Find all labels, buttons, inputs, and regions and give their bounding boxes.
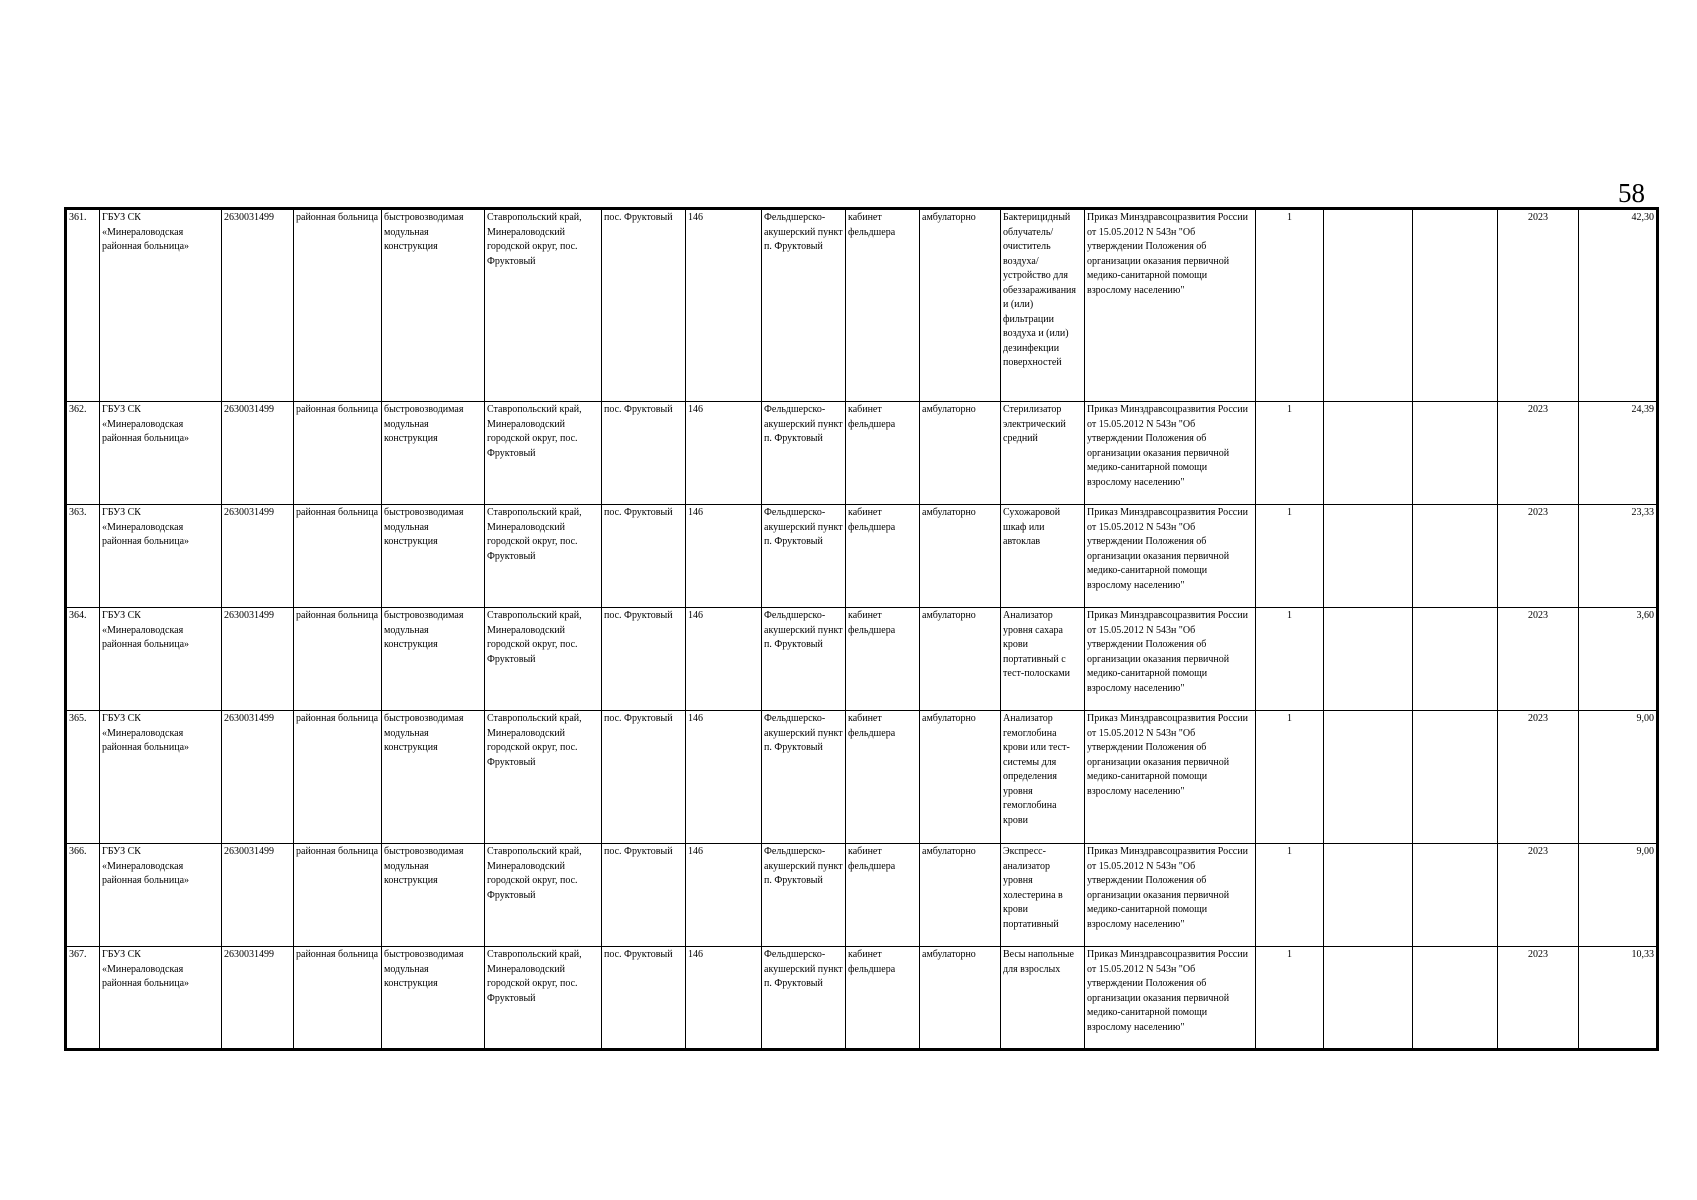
quantity-cell [1256,711,1324,844]
regulation-order-cell [1085,844,1256,947]
quantity-cell [1256,209,1324,402]
price: 9,00 [1636,713,1654,724]
inn-code-cell [222,844,294,947]
year-cell [1498,844,1579,947]
row-number: 361. [69,212,87,223]
medical-unit-cell [762,711,846,844]
row-number-cell [66,947,100,1050]
address-cell [485,505,602,608]
equipment-name-cell [1001,505,1085,608]
regulation-order-cell [1085,711,1256,844]
room-cell [846,209,920,402]
building-type: быстровозводимая модульная конструкция [384,713,464,753]
year: 2023 [1528,212,1548,223]
building-type: быстровозводимая модульная конструкция [384,212,464,252]
settlement: пос. Фруктовый [604,846,673,857]
room-cell [846,608,920,711]
inn-code: 2630031499 [224,610,274,621]
care-form-cell [920,844,1001,947]
medical-unit-cell [762,505,846,608]
institution-type: районная больница [296,212,379,223]
care-form: амбулаторно [922,610,976,621]
equipment-name: Стерилизатор электрический средний [1003,404,1066,444]
empty-cell-16-cell [1413,608,1498,711]
organization-name-cell [100,402,222,505]
institution-type-cell [294,608,382,711]
code-cell [686,844,762,947]
year: 2023 [1528,610,1548,621]
inn-code: 2630031499 [224,212,274,223]
settlement-cell [602,402,686,505]
room-cell [846,844,920,947]
organization-name-cell [100,947,222,1050]
equipment-name: Сухожаровой шкаф или автоклав [1003,507,1061,547]
equipment-table [64,207,1659,1051]
care-form: амбулаторно [922,212,976,223]
institution-type-cell [294,947,382,1050]
year-cell [1498,402,1579,505]
row-number-cell [66,844,100,947]
institution-type-cell [294,711,382,844]
row-number: 365. [69,713,87,724]
care-form-cell [920,505,1001,608]
care-form-cell [920,947,1001,1050]
room: кабинет фельдшера [848,212,896,238]
price-cell [1579,505,1658,608]
institution-type: районная больница [296,404,379,415]
institution-type: районная больница [296,713,379,724]
room: кабинет фельдшера [848,610,896,636]
medical-unit: Фельдшерско-акушерский пункт п. Фруктовый [764,713,843,753]
room-cell [846,947,920,1050]
building-type-cell [382,947,485,1050]
row-number-cell [66,505,100,608]
price: 9,00 [1636,846,1654,857]
organization-name: ГБУЗ СК «Минераловодская районная больница» [102,507,190,547]
address: Ставропольский край, Минераловодский городской округ, пос. Фруктовый [487,404,582,459]
price-cell [1579,209,1658,402]
care-form: амбулаторно [922,949,976,960]
regulation-order: Приказ Минздравсоцразвития России от 15.05.2012 N 543н "Об утверждении Положения об организации оказания первичной медико-санитарной помощи взрослому населению" [1087,404,1248,488]
quantity: 1 [1287,713,1292,724]
price: 42,30 [1631,212,1654,223]
code-cell [686,505,762,608]
building-type-cell [382,844,485,947]
empty-cell-16-cell [1413,402,1498,505]
institution-type-cell [294,844,382,947]
building-type: быстровозводимая модульная конструкция [384,507,464,547]
room: кабинет фельдшера [848,949,896,975]
quantity-cell [1256,608,1324,711]
regulation-order: Приказ Минздравсоцразвития России от 15.05.2012 N 543н "Об утверждении Положения об организации оказания первичной медико-санитарной помощи взрослому населению" [1087,949,1248,1033]
equipment-name-cell [1001,844,1085,947]
code: 146 [688,212,703,223]
empty-cell-16-cell [1413,844,1498,947]
table-row [66,505,1658,608]
empty-cell-15-cell [1324,947,1413,1050]
row-number-cell [66,209,100,402]
code-cell [686,947,762,1050]
care-form-cell [920,402,1001,505]
empty-cell-15-cell [1324,209,1413,402]
code-cell [686,608,762,711]
equipment-name-cell [1001,209,1085,402]
table-row [66,608,1658,711]
empty-cell-15-cell [1324,505,1413,608]
building-type-cell [382,711,485,844]
care-form-cell [920,711,1001,844]
price-cell [1579,844,1658,947]
medical-unit-cell [762,608,846,711]
medical-unit: Фельдшерско-акушерский пункт п. Фруктовый [764,846,843,886]
medical-unit-cell [762,947,846,1050]
table-row [66,209,1658,402]
equipment-name: Бактерицидный облучатель/очиститель воздуха/устройство для обеззараживания и (или) фильтрации воздуха и (или) дезинфекции поверхностей [1003,212,1077,368]
settlement: пос. Фруктовый [604,404,673,415]
medical-unit-cell [762,209,846,402]
organization-name: ГБУЗ СК «Минераловодская районная больница» [102,404,190,444]
equipment-name: Анализатор уровня сахара крови портативный с тест-полосками [1003,610,1070,679]
address-cell [485,711,602,844]
quantity: 1 [1287,610,1292,621]
organization-name-cell [100,844,222,947]
room: кабинет фельдшера [848,713,896,739]
medical-unit: Фельдшерско-акушерский пункт п. Фруктовый [764,507,843,547]
address: Ставропольский край, Минераловодский городской округ, пос. Фруктовый [487,949,582,1004]
quantity: 1 [1287,212,1292,223]
price-cell [1579,947,1658,1050]
care-form: амбулаторно [922,713,976,724]
settlement: пос. Фруктовый [604,713,673,724]
medical-unit: Фельдшерско-акушерский пункт п. Фруктовый [764,404,843,444]
address: Ставропольский край, Минераловодский городской округ, пос. Фруктовый [487,212,582,267]
organization-name-cell [100,209,222,402]
medical-unit-cell [762,844,846,947]
empty-cell-15-cell [1324,711,1413,844]
address: Ставропольский край, Минераловодский городской округ, пос. Фруктовый [487,507,582,562]
equipment-name-cell [1001,947,1085,1050]
row-number: 364. [69,610,87,621]
table-row [66,711,1658,844]
room: кабинет фельдшера [848,507,896,533]
equipment-name: Весы напольные для взрослых [1003,949,1074,975]
settlement: пос. Фруктовый [604,507,673,518]
row-number: 362. [69,404,87,415]
price: 23,33 [1631,507,1654,518]
empty-cell-16-cell [1413,711,1498,844]
address-cell [485,402,602,505]
organization-name-cell [100,711,222,844]
empty-cell-16-cell [1413,947,1498,1050]
building-type: быстровозводимая модульная конструкция [384,404,464,444]
care-form-cell [920,608,1001,711]
inn-code-cell [222,402,294,505]
settlement: пос. Фруктовый [604,949,673,960]
medical-unit: Фельдшерско-акушерский пункт п. Фруктовый [764,949,843,989]
inn-code: 2630031499 [224,949,274,960]
year-cell [1498,209,1579,402]
regulation-order: Приказ Минздравсоцразвития России от 15.05.2012 N 543н "Об утверждении Положения об организации оказания первичной медико-санитарной помощи взрослому населению" [1087,507,1248,591]
price-cell [1579,402,1658,505]
institution-type-cell [294,209,382,402]
settlement-cell [602,947,686,1050]
table-row [66,947,1658,1050]
code-cell [686,402,762,505]
room-cell [846,711,920,844]
code: 146 [688,713,703,724]
address: Ставропольский край, Минераловодский городской округ, пос. Фруктовый [487,610,582,665]
row-number-cell [66,402,100,505]
institution-type: районная больница [296,846,379,857]
inn-code: 2630031499 [224,713,274,724]
quantity-cell [1256,947,1324,1050]
settlement-cell [602,505,686,608]
inn-code: 2630031499 [224,404,274,415]
organization-name: ГБУЗ СК «Минераловодская районная больница» [102,949,190,989]
organization-name: ГБУЗ СК «Минераловодская районная больница» [102,713,190,753]
table-row [66,844,1658,947]
building-type: быстровозводимая модульная конструкция [384,610,464,650]
inn-code: 2630031499 [224,846,274,857]
year: 2023 [1528,949,1548,960]
empty-cell-16-cell [1413,505,1498,608]
code: 146 [688,610,703,621]
year-cell [1498,505,1579,608]
inn-code-cell [222,711,294,844]
year: 2023 [1528,404,1548,415]
settlement-cell [602,209,686,402]
regulation-order-cell [1085,947,1256,1050]
equipment-name-cell [1001,711,1085,844]
equipment-name-cell [1001,402,1085,505]
regulation-order-cell [1085,209,1256,402]
organization-name: ГБУЗ СК «Минераловодская районная больница» [102,212,190,252]
settlement-cell [602,844,686,947]
building-type: быстровозводимая модульная конструкция [384,949,464,989]
regulation-order: Приказ Минздравсоцразвития России от 15.05.2012 N 543н "Об утверждении Положения об организации оказания первичной медико-санитарной помощи взрослому населению" [1087,713,1248,797]
row-number: 366. [69,846,87,857]
quantity: 1 [1287,404,1292,415]
price-cell [1579,608,1658,711]
page-number: 58 [1618,178,1645,208]
regulation-order-cell [1085,402,1256,505]
building-type-cell [382,402,485,505]
row-number: 363. [69,507,87,518]
price: 24,39 [1631,404,1654,415]
organization-name: ГБУЗ СК «Минераловодская районная больница» [102,846,190,886]
room: кабинет фельдшера [848,846,896,872]
institution-type: районная больница [296,610,379,621]
code-cell [686,711,762,844]
inn-code-cell [222,608,294,711]
empty-cell-15-cell [1324,844,1413,947]
year: 2023 [1528,713,1548,724]
building-type-cell [382,505,485,608]
settlement-cell [602,711,686,844]
building-type-cell [382,608,485,711]
regulation-order-cell [1085,505,1256,608]
regulation-order: Приказ Минздравсоцразвития России от 15.05.2012 N 543н "Об утверждении Положения об организации оказания первичной медико-санитарной помощи взрослому населению" [1087,846,1248,930]
medical-unit-cell [762,402,846,505]
year-cell [1498,608,1579,711]
quantity: 1 [1287,507,1292,518]
equipment-name-cell [1001,608,1085,711]
quantity-cell [1256,844,1324,947]
address: Ставропольский край, Минераловодский городской округ, пос. Фруктовый [487,846,582,901]
institution-type: районная больница [296,507,379,518]
medical-unit: Фельдшерско-акушерский пункт п. Фруктовый [764,212,843,252]
code: 146 [688,846,703,857]
code: 146 [688,949,703,960]
regulation-order: Приказ Минздравсоцразвития России от 15.05.2012 N 543н "Об утверждении Положения об организации оказания первичной медико-санитарной помощи взрослому населению" [1087,610,1248,694]
room-cell [846,402,920,505]
year-cell [1498,711,1579,844]
organization-name: ГБУЗ СК «Минераловодская районная больница» [102,610,190,650]
room-cell [846,505,920,608]
row-number: 367. [69,949,87,960]
empty-cell-16-cell [1413,209,1498,402]
building-type-cell [382,209,485,402]
equipment-name: Экспресс-анализатор уровня холестерина в крови портативный [1003,846,1063,930]
settlement: пос. Фруктовый [604,212,673,223]
regulation-order-cell [1085,608,1256,711]
quantity-cell [1256,402,1324,505]
room: кабинет фельдшера [848,404,896,430]
institution-type: районная больница [296,949,379,960]
price-cell [1579,711,1658,844]
code: 146 [688,507,703,518]
organization-name-cell [100,505,222,608]
empty-cell-15-cell [1324,608,1413,711]
address: Ставропольский край, Минераловодский городской округ, пос. Фруктовый [487,713,582,768]
address-cell [485,209,602,402]
price: 3,60 [1636,610,1654,621]
code: 146 [688,404,703,415]
settlement: пос. Фруктовый [604,610,673,621]
quantity: 1 [1287,846,1292,857]
building-type: быстровозводимая модульная конструкция [384,846,464,886]
code-cell [686,209,762,402]
regulation-order: Приказ Минздравсоцразвития России от 15.05.2012 N 543н "Об утверждении Положения об организации оказания первичной медико-санитарной помощи взрослому населению" [1087,212,1248,296]
row-number-cell [66,711,100,844]
equipment-name: Анализатор гемоглобина крови или тест-системы для определения уровня гемоглобина крови [1003,713,1070,826]
price: 10,33 [1631,949,1654,960]
care-form: амбулаторно [922,507,976,518]
inn-code-cell [222,209,294,402]
row-number-cell [66,608,100,711]
empty-cell-15-cell [1324,402,1413,505]
institution-type-cell [294,402,382,505]
year: 2023 [1528,507,1548,518]
quantity-cell [1256,505,1324,608]
inn-code-cell [222,505,294,608]
organization-name-cell [100,608,222,711]
address-cell [485,608,602,711]
year-cell [1498,947,1579,1050]
inn-code-cell [222,947,294,1050]
table-row [66,402,1658,505]
care-form-cell [920,209,1001,402]
address-cell [485,844,602,947]
institution-type-cell [294,505,382,608]
care-form: амбулаторно [922,404,976,415]
quantity: 1 [1287,949,1292,960]
settlement-cell [602,608,686,711]
inn-code: 2630031499 [224,507,274,518]
address-cell [485,947,602,1050]
medical-unit: Фельдшерско-акушерский пункт п. Фруктовый [764,610,843,650]
year: 2023 [1528,846,1548,857]
care-form: амбулаторно [922,846,976,857]
